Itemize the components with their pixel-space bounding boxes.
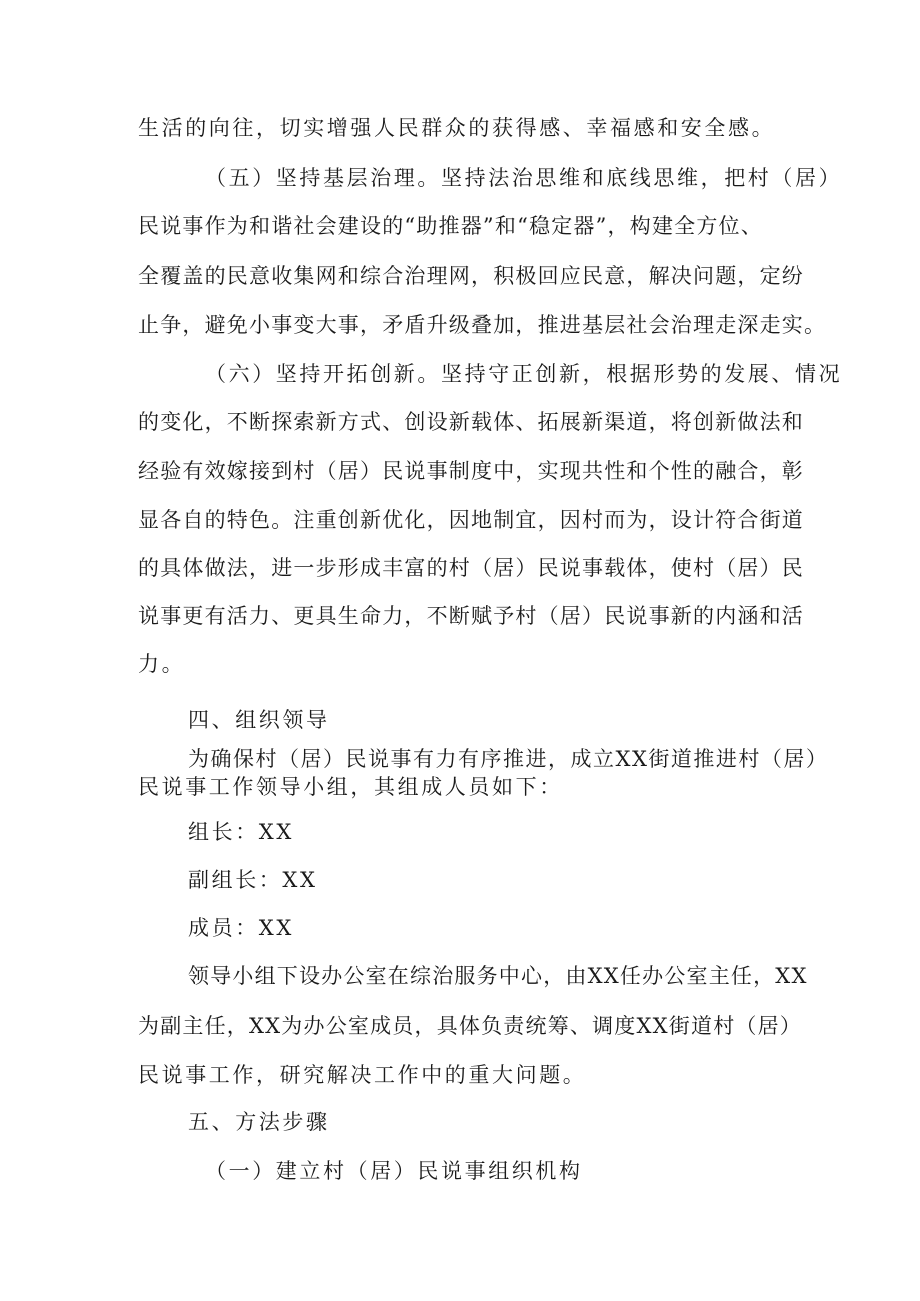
paragraph-line: 的变化，不断探索新方式、创设新载体、拓展新渠道，将创新做法和 (138, 410, 804, 434)
paragraph-line: 生活的向往，切实增强人民群众的获得感、幸福感和安全感。 (138, 116, 776, 140)
paragraph-line: 力。 (138, 652, 186, 676)
member-line: 组长：XX (188, 820, 294, 844)
paragraph-line: 领导小组下设办公室在综治服务中心，由XX任办公室主任，XX (188, 964, 808, 988)
paragraph-line: 民说事作为和谐社会建设的“助推器”和“稳定器”，构建全方位、 (138, 214, 763, 238)
paragraph-line: 民说事工作，研究解决工作中的重大问题。 (138, 1063, 587, 1087)
section-heading: 五、方法步骤 (188, 1110, 330, 1134)
paragraph-line: 显各自的特色。注重创新优化，因地制宜，因村而为，设计符合街道 (138, 508, 804, 532)
subsection-heading: （一）建立村（居）民说事组织机构 (205, 1159, 583, 1183)
paragraph-line: 为副主任，XX为办公室成员，具体负责统筹、调度XX街道村（居） (138, 1014, 802, 1038)
paragraph-line: 的具体做法，进一步形成丰富的村（居）民说事载体，使村（居）民 (138, 556, 804, 580)
paragraph-line: 全覆盖的民意收集网和综合治理网，积极回应民意，解决问题，定纷 (138, 264, 804, 288)
paragraph-line: 民说事工作领导小组，其组成人员如下： (138, 775, 563, 799)
member-line: 副组长：XX (188, 868, 318, 892)
paragraph-line: 经验有效嫁接到村（居）民说事制度中，实现共性和个性的融合，彰 (138, 459, 804, 483)
paragraph-line: 为确保村（居）民说事有力有序推进，成立XX街道推进村（居） (188, 747, 829, 771)
paragraph-line: （六）坚持开拓创新。坚持守正创新，根据形势的发展、情况 (205, 362, 843, 386)
paragraph-line: 说事更有活力、更具生命力，不断赋予村（居）民说事新的内涵和活 (138, 604, 804, 628)
paragraph-line: 止争，避免小事变大事，矛盾升级叠加，推进基层社会治理走深走实。 (138, 313, 827, 337)
section-heading: 四、组织领导 (188, 708, 330, 732)
member-line: 成员：XX (188, 916, 294, 940)
paragraph-line: （五）坚持基层治理。坚持法治思维和底线思维，把村（居） (205, 166, 843, 190)
